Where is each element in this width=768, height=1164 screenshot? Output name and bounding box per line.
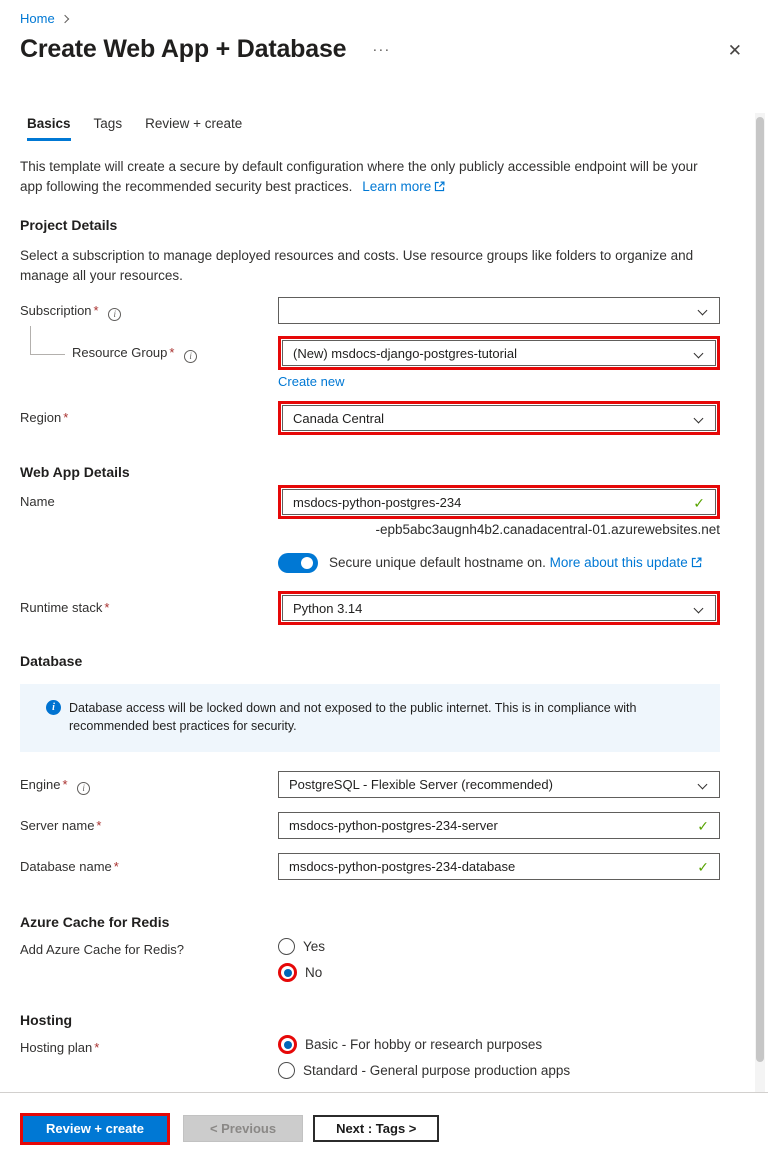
section-heading-database: Database: [20, 653, 83, 669]
region-label: Region *: [20, 410, 69, 425]
engine-row: [20, 771, 720, 798]
redis-yes-radio[interactable]: Yes: [278, 937, 720, 956]
external-link-icon: [691, 556, 702, 571]
breadcrumb: [0, 0, 768, 26]
annotation-highlight: [278, 591, 720, 625]
resource-group-dropdown[interactable]: (New) msdocs-django-postgres-tutorial: [282, 340, 716, 366]
tab-tags[interactable]: Tags: [93, 116, 123, 131]
add-redis-label: Add Azure Cache for Redis?: [20, 942, 185, 957]
info-icon: i: [46, 700, 61, 715]
scrollbar-track[interactable]: [755, 113, 765, 1092]
hostname-suffix: -epb5abc3augnh4b2.canadacentral-01.azurewebsites.net: [375, 522, 720, 537]
resource-group-row: [20, 336, 720, 370]
annotation-highlight: [278, 401, 720, 435]
info-icon[interactable]: i: [77, 782, 90, 795]
server-name-row: [20, 812, 720, 839]
secure-hostname-row: [20, 553, 720, 573]
create-new-link[interactable]: Create new: [278, 374, 345, 389]
redis-no-radio[interactable]: No: [278, 963, 720, 982]
project-details-description: Select a subscription to manage deployed resources and costs. Use resource groups like folders to organize and manage all your resources.: [20, 248, 694, 283]
chevron-down-icon: [694, 604, 704, 614]
secure-hostname-text: Secure unique default hostname on.: [329, 555, 546, 570]
hosting-plan-row: [20, 1034, 720, 1080]
learn-more-link[interactable]: Learn more: [362, 178, 432, 194]
scrollbar-thumb[interactable]: [756, 117, 764, 1062]
section-heading-web-app-details: Web App Details: [20, 464, 130, 480]
connector-line-horizontal: [30, 354, 65, 355]
server-name-label: Server name *: [20, 818, 102, 833]
runtime-stack-dropdown[interactable]: Python 3.14: [282, 595, 716, 621]
info-icon[interactable]: i: [184, 350, 197, 363]
toggle-knob: [301, 557, 313, 569]
tab-basics[interactable]: Basics: [27, 116, 71, 141]
tab-review-create[interactable]: Review + create: [145, 116, 243, 131]
secure-hostname-toggle[interactable]: [278, 553, 318, 573]
runtime-stack-row: [20, 591, 720, 625]
hosting-plan-label: Hosting plan *: [20, 1040, 100, 1055]
resource-group-label: Resource Group * i: [20, 336, 278, 363]
region-dropdown[interactable]: Canada Central: [282, 405, 716, 431]
server-name-input[interactable]: msdocs-python-postgres-234-server ✓: [278, 812, 720, 839]
intro-text: This template will create a secure by default configuration where the only publicly accessible endpoint will be your app following the recommended security best practices. Learn more: [20, 157, 720, 197]
breadcrumb-home-link[interactable]: Home: [20, 11, 55, 26]
chevron-down-icon: [698, 780, 708, 790]
chevron-right-icon: [60, 15, 68, 23]
engine-label: Engine * i: [20, 771, 278, 795]
radio-unselected-icon: [278, 1062, 295, 1079]
name-input[interactable]: msdocs-python-postgres-234 ✓: [282, 489, 716, 515]
valid-check-icon: ✓: [697, 859, 709, 875]
external-link-icon: [434, 178, 445, 198]
valid-check-icon: ✓: [693, 495, 705, 511]
previous-button[interactable]: < Previous: [183, 1115, 303, 1142]
valid-check-icon: ✓: [697, 818, 709, 834]
database-name-label: Database name *: [20, 859, 119, 874]
engine-dropdown[interactable]: PostgreSQL - Flexible Server (recommended): [278, 771, 720, 798]
hosting-standard-radio[interactable]: Standard - General purpose production apps: [278, 1061, 720, 1080]
add-redis-row: [20, 936, 720, 982]
region-row: [20, 401, 720, 435]
page-title: Create Web App + Database: [20, 35, 347, 63]
chevron-down-icon: [694, 349, 704, 359]
info-banner-text: Database access will be locked down and not exposed to the public internet. This is in compliance with recommended best practices for security.: [69, 701, 637, 733]
subscription-row: [20, 297, 720, 324]
radio-selected-icon: [278, 1035, 297, 1054]
section-heading-hosting: Hosting: [20, 1012, 73, 1028]
radio-unselected-icon: [278, 938, 295, 955]
close-icon[interactable]: ✕: [727, 41, 742, 60]
connector-line-vertical: [30, 326, 31, 354]
chevron-down-icon: [698, 306, 708, 316]
more-about-update-link[interactable]: More about this update: [549, 555, 688, 570]
annotation-highlight: [20, 1113, 170, 1145]
section-heading-project-details: Project Details: [20, 217, 118, 233]
info-banner: [20, 684, 720, 752]
review-create-button[interactable]: Review + create: [23, 1116, 167, 1142]
radio-selected-icon: [278, 963, 297, 982]
next-tags-button[interactable]: Next : Tags >: [313, 1115, 439, 1142]
annotation-highlight: [278, 485, 720, 519]
runtime-stack-label: Runtime stack *: [20, 600, 110, 615]
database-name-input[interactable]: msdocs-python-postgres-234-database ✓: [278, 853, 720, 880]
info-icon[interactable]: i: [108, 308, 121, 321]
chevron-down-icon: [694, 414, 704, 424]
name-label: Name: [20, 494, 55, 509]
section-heading-azure-cache: Azure Cache for Redis: [20, 914, 170, 930]
footer-action-bar: [0, 1092, 768, 1164]
tab-bar: [27, 116, 768, 141]
database-name-row: [20, 853, 720, 880]
subscription-dropdown[interactable]: [278, 297, 720, 324]
subscription-label: Subscription * i: [20, 297, 278, 321]
more-options-icon[interactable]: ···: [372, 41, 391, 58]
hosting-basic-radio[interactable]: Basic - For hobby or research purposes: [278, 1035, 720, 1054]
annotation-highlight: [278, 336, 720, 370]
name-row: [20, 485, 720, 519]
